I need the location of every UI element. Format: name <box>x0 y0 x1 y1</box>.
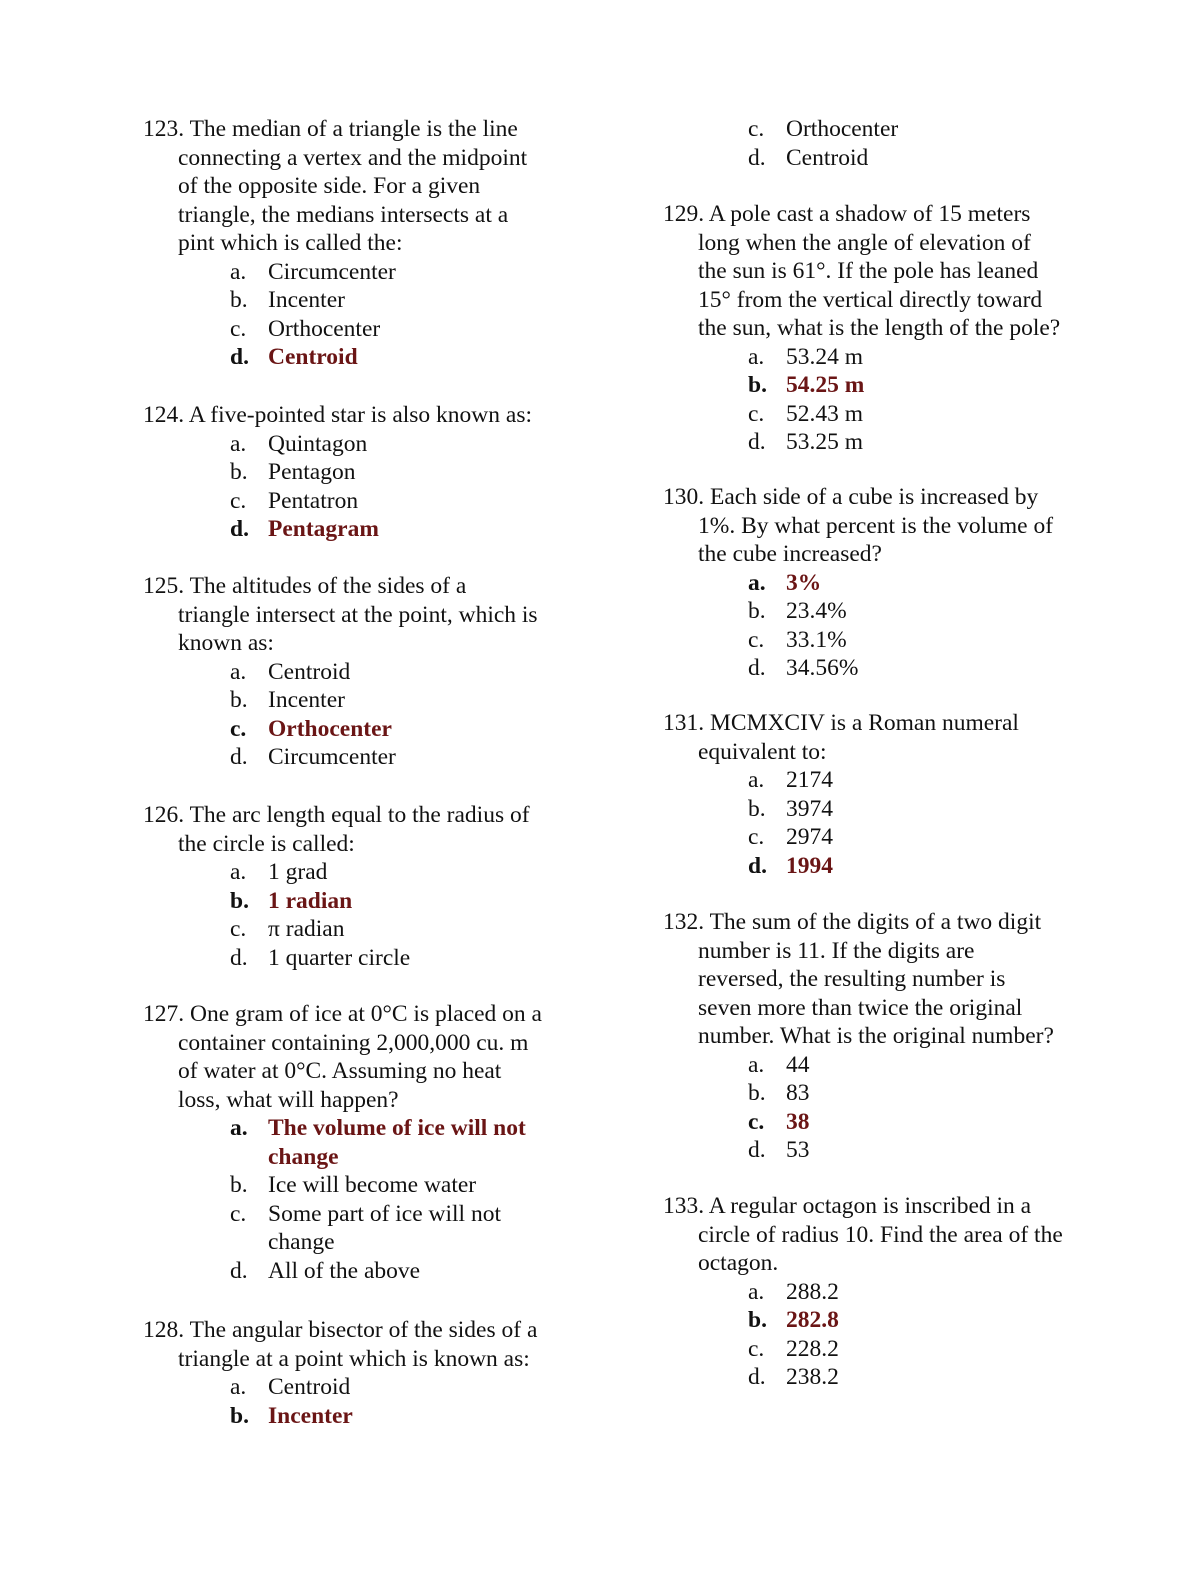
option-letter: c. <box>748 1108 765 1135</box>
option-text: Orthocenter <box>268 715 392 742</box>
question-text-line: long when the angle of elevation of <box>698 229 1031 256</box>
option-text: Quintagon <box>268 430 368 457</box>
option-d <box>748 1363 1063 1392</box>
option-a-correct <box>230 1114 542 1171</box>
option-letter: a. <box>748 569 766 596</box>
question-text-line: 131. MCMXCIV is a Roman numeral <box>663 710 1019 736</box>
question-text-line: the circle is called: <box>178 830 355 857</box>
options-list <box>143 658 538 772</box>
question-text-line: circle of radius 10. Find the area of the <box>698 1221 1063 1248</box>
option-b-correct <box>230 1402 537 1431</box>
options-list <box>663 343 1060 457</box>
option-text-line: The volume of ice will not <box>268 1115 526 1141</box>
option-letter: d. <box>748 1364 766 1390</box>
option-text: Incenter <box>268 687 345 713</box>
option-d-correct <box>230 343 527 372</box>
option-letter: c. <box>230 1200 247 1227</box>
question-text-line: number is 11. If the digits are <box>698 937 975 964</box>
question-text-line: loss, what will happen? <box>178 1086 399 1113</box>
question-text-line: 1%. By what percent is the volume of <box>698 512 1054 539</box>
question-127 <box>143 1000 542 1285</box>
option-c-correct <box>748 1108 1054 1137</box>
option-text: 1 quarter circle <box>268 944 411 971</box>
option-letter: c. <box>748 1335 765 1362</box>
options-list <box>663 766 1019 880</box>
option-letter: c. <box>230 487 247 514</box>
option-text: Circumcenter <box>268 744 396 770</box>
option-a-correct <box>748 569 1053 598</box>
option-b <box>748 597 1053 626</box>
option-letter: b. <box>230 687 248 713</box>
question-text-line: of water at 0°C. Assuming no heat <box>178 1058 502 1084</box>
question-text-line: 125. The altitudes of the sides of a <box>143 573 467 599</box>
question-text-line: number. What is the original number? <box>698 1023 1054 1049</box>
option-letter: b. <box>748 1307 767 1333</box>
option-c <box>748 1335 1063 1364</box>
option-text: Centroid <box>786 144 869 171</box>
option-text: All of the above <box>268 1257 421 1284</box>
option-c <box>230 487 532 516</box>
question-128 <box>143 1316 537 1430</box>
option-c-correct <box>230 715 538 744</box>
question-131 <box>663 709 1019 880</box>
options-list <box>143 1114 542 1285</box>
options-list <box>143 858 530 972</box>
option-letter: b. <box>748 1080 766 1106</box>
option-text: 54.25 m <box>786 372 865 398</box>
option-letter: a. <box>748 1278 765 1305</box>
question-126 <box>143 801 530 972</box>
question-text-line: triangle, the medians intersects at a <box>178 201 509 228</box>
option-d-correct <box>748 852 1019 881</box>
option-d <box>748 428 1060 457</box>
option-text: 34.56% <box>786 655 859 681</box>
option-a <box>748 1051 1054 1080</box>
question-132 <box>663 908 1054 1165</box>
option-c <box>230 315 527 344</box>
question-text-line: the sun, what is the length of the pole? <box>698 315 1061 341</box>
option-letter: d. <box>230 1257 248 1284</box>
option-c <box>748 400 1060 429</box>
option-letter: a. <box>230 430 247 457</box>
question-124 <box>143 401 532 544</box>
option-text: 2174 <box>786 767 833 793</box>
option-text: 3% <box>786 569 822 596</box>
option-letter: d. <box>748 1137 766 1163</box>
question-text-line: 124. A five-pointed star is also known as: <box>143 402 533 428</box>
option-text: Incenter <box>268 1402 353 1429</box>
option-letter: b. <box>230 287 248 313</box>
option-c <box>230 915 530 944</box>
question-text-line: reversed, the resulting number is <box>698 966 1006 992</box>
option-letter: a. <box>748 1051 765 1078</box>
question-128-continued <box>748 115 898 172</box>
option-text: 3974 <box>786 795 833 822</box>
options-list <box>663 569 1053 683</box>
option-letter: d. <box>230 344 249 370</box>
question-text-line: octagon. <box>698 1250 779 1276</box>
question-text-line: the sun is 61°. If the pole has leaned <box>698 258 1039 284</box>
option-text: Circumcenter <box>268 258 396 285</box>
option-d <box>748 654 1053 683</box>
question-text-line: the cube increased? <box>698 541 882 567</box>
option-letter: a. <box>230 258 247 285</box>
question-text-line: 128. The angular bisector of the sides of a <box>143 1317 538 1343</box>
option-text: 83 <box>786 1080 810 1106</box>
option-text: π radian <box>268 916 345 942</box>
question-text-line: 127. One gram of ice at 0°C is placed on a <box>143 1001 542 1027</box>
option-letter: b. <box>748 372 767 398</box>
question-text-line: equivalent to: <box>698 738 827 765</box>
question-text-line: 129. A pole cast a shadow of 15 meters <box>663 201 1031 227</box>
question-text-line: seven more than twice the original <box>698 994 1023 1021</box>
option-a <box>748 1278 1063 1307</box>
option-text <box>268 1200 501 1257</box>
option-text: 288.2 <box>786 1278 839 1305</box>
option-text: Centroid <box>268 344 358 370</box>
option-b <box>748 795 1019 824</box>
option-d-correct <box>230 515 532 544</box>
option-letter: b. <box>230 1172 248 1198</box>
option-b-correct <box>748 1306 1063 1335</box>
question-text-line: of the opposite side. For a given <box>178 173 481 199</box>
option-a <box>230 658 538 687</box>
option-text-line: change <box>268 1229 335 1255</box>
question-text-line: 133. A regular octagon is inscribed in a <box>663 1193 1032 1219</box>
question-text-line: triangle at a point which is known as: <box>178 1345 530 1372</box>
option-text-line: Some part of ice will not <box>268 1200 501 1227</box>
question-text-line: 126. The arc length equal to the radius of <box>143 802 530 828</box>
option-b-correct <box>230 887 530 916</box>
option-text: 44 <box>786 1051 810 1078</box>
options-list <box>143 1373 537 1430</box>
option-d <box>748 1136 1054 1165</box>
option-letter: c. <box>230 315 247 342</box>
question-text-line: known as: <box>178 630 274 656</box>
option-text: 1 grad <box>268 859 328 885</box>
question-text-line: container containing 2,000,000 cu. m <box>178 1029 529 1056</box>
option-text: 33.1% <box>786 626 847 653</box>
option-text: Centroid <box>268 1374 351 1400</box>
question-text-line: connecting a vertex and the midpoint <box>178 144 528 171</box>
option-a <box>230 430 532 459</box>
options-list <box>663 1051 1054 1165</box>
question-133 <box>663 1192 1063 1392</box>
option-letter: c. <box>748 400 765 427</box>
option-text: Orthocenter <box>786 116 899 142</box>
option-letter: d. <box>748 144 766 171</box>
option-text: 53.24 m <box>786 343 864 370</box>
option-text: 1 radian <box>268 887 353 914</box>
option-d <box>230 1257 542 1286</box>
option-b <box>230 286 527 315</box>
option-text: Orthocenter <box>268 315 381 342</box>
option-b <box>230 458 532 487</box>
option-letter: a. <box>230 1374 247 1400</box>
option-text-line: change <box>268 1143 339 1170</box>
option-text: Centroid <box>268 658 351 685</box>
question-123 <box>143 115 527 372</box>
option-letter: c. <box>230 916 247 942</box>
option-d <box>748 144 898 173</box>
question-text-line: 132. The sum of the digits of a two digit <box>663 909 1042 935</box>
option-letter: c. <box>748 824 765 850</box>
option-letter: b. <box>230 1402 249 1429</box>
option-text: Pentagram <box>268 516 379 542</box>
question-text-line: pint which is called the: <box>178 230 403 256</box>
option-letter: d. <box>230 516 249 542</box>
option-text: Ice will become water <box>268 1172 477 1198</box>
options-list <box>143 430 532 544</box>
option-letter: d. <box>230 744 248 770</box>
question-text-line: triangle intersect at the point, which is <box>178 601 538 628</box>
option-text: 2974 <box>786 824 833 850</box>
option-text: Pentagon <box>268 459 356 485</box>
option-a <box>230 258 527 287</box>
question-125 <box>143 572 538 772</box>
option-b <box>748 1079 1054 1108</box>
option-text: 23.4% <box>786 598 847 624</box>
option-b-correct <box>748 371 1060 400</box>
option-b <box>230 1171 542 1200</box>
option-text: 52.43 m <box>786 400 864 427</box>
option-text: Incenter <box>268 287 345 313</box>
option-a <box>230 1373 537 1402</box>
question-text-line: 130. Each side of a cube is increased by <box>663 484 1039 510</box>
option-text: Pentatron <box>268 487 359 514</box>
option-letter: b. <box>230 459 248 485</box>
option-a <box>748 343 1060 372</box>
option-d <box>230 944 530 973</box>
options-list <box>663 1278 1063 1392</box>
question-129 <box>663 200 1060 457</box>
question-text-line: 123. The median of a triangle is the line <box>143 116 518 142</box>
option-letter: b. <box>748 598 766 624</box>
option-letter: b. <box>748 795 766 822</box>
option-text: 38 <box>786 1108 810 1135</box>
option-b <box>230 686 538 715</box>
option-text: 282.8 <box>786 1307 839 1333</box>
option-a <box>230 858 530 887</box>
option-letter: d. <box>230 944 248 971</box>
option-d <box>230 743 538 772</box>
option-letter: a. <box>748 343 765 370</box>
option-text: 53 <box>786 1137 810 1163</box>
option-letter: a. <box>230 859 247 885</box>
option-a <box>748 766 1019 795</box>
option-text: 238.2 <box>786 1364 839 1390</box>
option-letter: c. <box>230 715 247 742</box>
option-c <box>748 626 1053 655</box>
option-text: 53.25 m <box>786 429 864 455</box>
option-letter: a. <box>748 767 765 793</box>
option-letter: a. <box>230 1115 248 1141</box>
option-c <box>230 1200 542 1257</box>
question-text-line: 15° from the vertical directly toward <box>698 286 1043 313</box>
option-text: 1994 <box>786 852 833 879</box>
option-text: 228.2 <box>786 1335 839 1362</box>
option-letter: c. <box>748 116 765 142</box>
options-list <box>143 258 527 372</box>
question-130 <box>663 483 1053 683</box>
option-letter: c. <box>748 626 765 653</box>
option-letter: d. <box>748 655 766 681</box>
option-letter: d. <box>748 429 766 455</box>
option-letter: b. <box>230 887 249 914</box>
option-letter: a. <box>230 658 247 685</box>
option-text <box>268 1114 526 1171</box>
option-c <box>748 115 898 144</box>
option-c <box>748 823 1019 852</box>
option-letter: d. <box>748 852 767 879</box>
